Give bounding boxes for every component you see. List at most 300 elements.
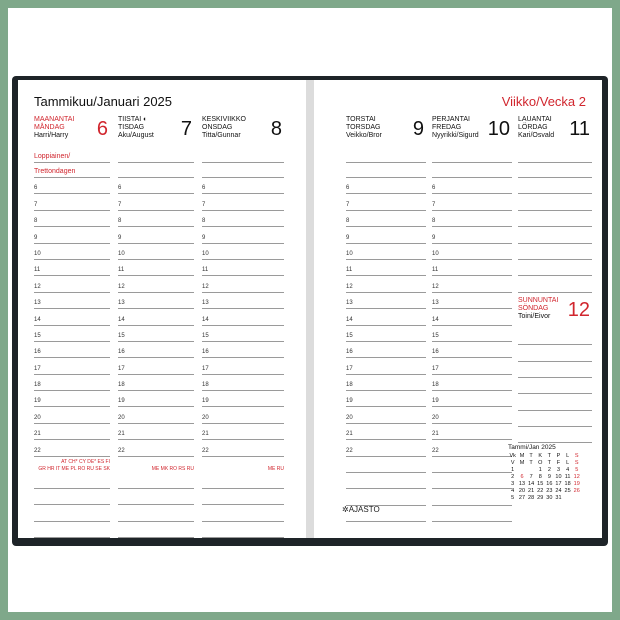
hour-row[interactable] bbox=[432, 194, 512, 210]
holiday-label: Trettondagen bbox=[34, 168, 76, 175]
mini-calendar-cell: 5 bbox=[575, 467, 579, 473]
hour-row[interactable] bbox=[34, 326, 110, 342]
day-header bbox=[34, 116, 110, 148]
blank-row[interactable] bbox=[202, 163, 284, 178]
hour-row[interactable] bbox=[118, 309, 194, 325]
blank-row[interactable] bbox=[518, 329, 592, 345]
hour-label: 11 bbox=[118, 267, 125, 274]
hour-row[interactable] bbox=[202, 375, 284, 391]
hour-row[interactable] bbox=[202, 194, 284, 210]
hour-label: 13 bbox=[432, 300, 439, 307]
hour-label: 21 bbox=[432, 431, 439, 438]
mini-calendar-cell: P bbox=[556, 453, 561, 459]
hour-label: 14 bbox=[432, 316, 439, 323]
hour-row[interactable] bbox=[432, 326, 512, 342]
hour-row[interactable] bbox=[346, 293, 426, 309]
mini-calendar-cell: 15 bbox=[537, 481, 544, 487]
hour-label: 22 bbox=[202, 447, 209, 454]
note-row[interactable] bbox=[202, 505, 284, 521]
hour-label: 18 bbox=[202, 382, 209, 389]
mini-calendar-cell: 9 bbox=[547, 474, 551, 480]
hour-row[interactable] bbox=[432, 293, 512, 309]
hour-row[interactable] bbox=[118, 375, 194, 391]
hour-row[interactable] bbox=[432, 211, 512, 227]
note-row[interactable] bbox=[346, 473, 426, 489]
note-row[interactable] bbox=[432, 506, 512, 522]
mini-calendar-cell: 25 bbox=[564, 488, 571, 494]
month-header: Tammikuu/Januari 2025 bbox=[34, 94, 173, 109]
blank-row[interactable] bbox=[518, 148, 592, 163]
name-day: Titta/Gunnar bbox=[202, 132, 241, 139]
blank-row[interactable] bbox=[118, 163, 194, 178]
hour-label: 17 bbox=[432, 365, 439, 372]
hour-label: 21 bbox=[202, 431, 209, 438]
hour-label: 22 bbox=[346, 447, 353, 454]
hour-label: 17 bbox=[202, 365, 209, 372]
blank-row[interactable] bbox=[518, 411, 592, 427]
hour-row[interactable] bbox=[118, 178, 194, 194]
hour-label: 7 bbox=[34, 201, 38, 208]
hour-label: 13 bbox=[34, 300, 41, 307]
hour-row[interactable] bbox=[346, 342, 426, 358]
hour-row[interactable] bbox=[34, 342, 110, 358]
note-row[interactable] bbox=[432, 457, 512, 473]
planner-cover bbox=[12, 76, 608, 546]
hour-row[interactable] bbox=[346, 178, 426, 194]
hour-row[interactable] bbox=[432, 178, 512, 194]
day-header bbox=[346, 116, 426, 148]
hour-row[interactable] bbox=[118, 391, 194, 407]
hour-label: 19 bbox=[346, 398, 353, 405]
hour-row[interactable] bbox=[202, 227, 284, 243]
hour-row[interactable] bbox=[346, 260, 426, 276]
mini-calendar-head bbox=[508, 453, 581, 460]
hour-row[interactable] bbox=[202, 407, 284, 423]
hour-label: 19 bbox=[432, 398, 439, 405]
hour-label: 7 bbox=[432, 201, 436, 208]
mini-calendar-cell: 4 bbox=[566, 467, 570, 473]
blank-row[interactable] bbox=[518, 163, 592, 178]
hour-row[interactable] bbox=[432, 309, 512, 325]
mini-calendar-cell: T bbox=[547, 460, 552, 466]
note-row[interactable] bbox=[432, 489, 512, 505]
hour-row[interactable] bbox=[34, 260, 110, 276]
hour-label: 9 bbox=[202, 234, 206, 241]
hour-row[interactable] bbox=[34, 309, 110, 325]
hour-label: 11 bbox=[34, 267, 41, 274]
mini-calendar-cell bbox=[517, 467, 526, 474]
day-header bbox=[202, 116, 284, 148]
mini-calendar-cell: 20 bbox=[518, 488, 526, 494]
hour-row[interactable] bbox=[34, 424, 110, 440]
hour-label: 12 bbox=[34, 283, 41, 290]
day-number: 6 bbox=[96, 118, 108, 140]
day-header bbox=[518, 116, 592, 148]
hour-row[interactable] bbox=[432, 424, 512, 440]
hour-label: 17 bbox=[34, 365, 41, 372]
hour-row[interactable] bbox=[118, 424, 194, 440]
hour-row[interactable] bbox=[432, 358, 512, 374]
hour-row[interactable] bbox=[34, 194, 110, 210]
hour-row[interactable] bbox=[432, 244, 512, 260]
hour-label: 16 bbox=[118, 349, 125, 356]
hour-label: 22 bbox=[118, 447, 125, 454]
mini-calendar-cell: 22 bbox=[537, 488, 544, 494]
hour-label: 14 bbox=[118, 316, 125, 323]
hour-row[interactable] bbox=[346, 407, 426, 423]
name-day: Toini/Eivor bbox=[518, 312, 551, 320]
blank-row[interactable] bbox=[518, 178, 592, 194]
note-row[interactable] bbox=[202, 489, 284, 505]
mini-calendar-cell: 14 bbox=[528, 481, 535, 487]
day-name-fi: TORSTAI bbox=[346, 116, 376, 123]
hour-row[interactable] bbox=[118, 342, 194, 358]
hour-label: 15 bbox=[118, 332, 125, 339]
hour-row[interactable] bbox=[202, 244, 284, 260]
hour-row[interactable] bbox=[34, 375, 110, 391]
hour-row[interactable] bbox=[34, 391, 110, 407]
hour-label: 15 bbox=[34, 332, 41, 339]
mini-calendar-cell: V bbox=[510, 460, 515, 466]
mini-calendar-cell: T bbox=[529, 460, 533, 466]
mini-calendar-cell: 16 bbox=[546, 481, 553, 487]
hour-row[interactable] bbox=[432, 260, 512, 276]
mini-calendar-cell: 30 bbox=[546, 495, 553, 501]
hour-label: 8 bbox=[346, 218, 350, 225]
blank-row[interactable] bbox=[518, 211, 592, 227]
name-day: Nyyrikki/Sigurd bbox=[432, 132, 479, 139]
hour-row[interactable] bbox=[118, 440, 194, 456]
name-day: Harri/Harry bbox=[34, 132, 69, 139]
holiday-row bbox=[34, 148, 110, 163]
hour-row[interactable] bbox=[202, 342, 284, 358]
blank-row[interactable] bbox=[202, 148, 284, 163]
day-number: 8 bbox=[270, 118, 282, 140]
blank-row[interactable] bbox=[518, 394, 592, 410]
hour-label: 19 bbox=[118, 398, 125, 405]
blank-row[interactable] bbox=[518, 227, 592, 243]
hour-label: 8 bbox=[34, 218, 38, 225]
mini-calendar-cell: 2 bbox=[511, 474, 515, 480]
hour-label: 14 bbox=[34, 316, 41, 323]
note-row[interactable] bbox=[346, 489, 426, 505]
mini-calendar-title: Tammi/Jan 2025 bbox=[508, 444, 556, 451]
mini-calendar-cell: 26 bbox=[573, 488, 580, 494]
hour-label: 16 bbox=[202, 349, 209, 356]
hour-label: 18 bbox=[432, 382, 439, 389]
hour-label: 14 bbox=[346, 316, 353, 323]
hour-row[interactable] bbox=[346, 194, 426, 210]
hour-label: 13 bbox=[346, 300, 353, 307]
day-number: 12 bbox=[567, 298, 590, 321]
mini-calendar-cell: L bbox=[566, 453, 570, 459]
hour-row[interactable] bbox=[346, 375, 426, 391]
mini-calendar-cell: 5 bbox=[511, 495, 515, 501]
mini-calendar-head bbox=[508, 460, 581, 467]
mini-calendar-week bbox=[508, 488, 581, 495]
hour-row[interactable] bbox=[432, 440, 512, 456]
note-row[interactable] bbox=[34, 522, 110, 538]
hour-rows bbox=[432, 178, 512, 457]
hour-row[interactable] bbox=[34, 244, 110, 260]
hour-label: 20 bbox=[34, 414, 41, 421]
hour-row[interactable] bbox=[202, 440, 284, 456]
hour-row[interactable] bbox=[202, 309, 284, 325]
blank-row[interactable] bbox=[518, 362, 592, 378]
hour-row[interactable] bbox=[432, 391, 512, 407]
mini-calendar-cell: M bbox=[519, 460, 525, 466]
hour-label: 19 bbox=[34, 398, 41, 405]
hour-label: 13 bbox=[118, 300, 125, 307]
blank-row[interactable] bbox=[432, 163, 512, 178]
mini-calendar-cell: S bbox=[574, 460, 579, 466]
note-row[interactable] bbox=[118, 522, 194, 538]
day-column-friday bbox=[432, 116, 512, 522]
mini-calendar-cell: Vk bbox=[509, 453, 516, 459]
hour-label: 6 bbox=[346, 185, 350, 192]
name-day: Veikko/Bror bbox=[346, 132, 382, 139]
mini-calendar-cell: 4 bbox=[511, 488, 515, 494]
hour-label: 21 bbox=[346, 431, 353, 438]
blank-row[interactable] bbox=[518, 194, 592, 210]
hour-row[interactable] bbox=[346, 391, 426, 407]
hour-label: 22 bbox=[432, 447, 439, 454]
blank-row[interactable] bbox=[518, 260, 592, 276]
hour-row[interactable] bbox=[346, 358, 426, 374]
hour-row[interactable] bbox=[432, 227, 512, 243]
hour-label: 8 bbox=[202, 218, 206, 225]
hour-row[interactable] bbox=[202, 391, 284, 407]
day-header-sunday bbox=[518, 297, 592, 329]
note-row[interactable] bbox=[118, 489, 194, 505]
hour-label: 6 bbox=[432, 185, 436, 192]
note-row[interactable] bbox=[202, 522, 284, 538]
blank-row[interactable] bbox=[346, 163, 426, 178]
hour-label: 21 bbox=[118, 431, 125, 438]
hour-row[interactable] bbox=[118, 326, 194, 342]
mini-calendar-cell: 1 bbox=[511, 467, 515, 473]
left-page bbox=[18, 80, 306, 538]
hour-row[interactable] bbox=[202, 211, 284, 227]
hour-row[interactable] bbox=[118, 244, 194, 260]
mini-calendar-week bbox=[508, 467, 581, 474]
mini-calendar-cell: 6 bbox=[520, 474, 524, 480]
hour-row[interactable] bbox=[34, 227, 110, 243]
blank-row[interactable] bbox=[518, 276, 592, 292]
hour-label: 12 bbox=[346, 283, 353, 290]
day-header bbox=[118, 116, 194, 148]
day-name-sv: FREDAG bbox=[432, 124, 462, 131]
blank-row[interactable] bbox=[518, 345, 592, 361]
hour-label: 17 bbox=[346, 365, 353, 372]
hour-row[interactable] bbox=[346, 440, 426, 456]
hour-row[interactable] bbox=[202, 276, 284, 292]
hour-row[interactable] bbox=[202, 260, 284, 276]
hour-row[interactable] bbox=[346, 424, 426, 440]
hour-row[interactable] bbox=[34, 407, 110, 423]
name-day: Kari/Osvald bbox=[518, 132, 555, 139]
mini-calendar-cell: F bbox=[556, 460, 561, 466]
mini-calendar-cell: 3 bbox=[556, 467, 561, 473]
hour-row[interactable] bbox=[34, 276, 110, 292]
note-row[interactable] bbox=[346, 457, 426, 473]
mini-calendar-cell bbox=[572, 495, 581, 502]
day-name-sv: LÖRDAG bbox=[518, 124, 548, 131]
hour-label: 11 bbox=[202, 267, 209, 274]
note-row[interactable] bbox=[34, 505, 110, 521]
day-column-tuesday bbox=[118, 116, 194, 538]
day-name-sv: TISDAG bbox=[118, 124, 145, 131]
day-name-fi: TIISTAI ◐ bbox=[118, 116, 148, 123]
hour-row[interactable] bbox=[34, 293, 110, 309]
hour-label: 8 bbox=[118, 218, 122, 225]
mini-calendar-table bbox=[508, 453, 581, 502]
country-codes: ME RU bbox=[267, 465, 284, 472]
hour-row[interactable] bbox=[346, 227, 426, 243]
hour-row[interactable] bbox=[202, 358, 284, 374]
mini-calendar-week bbox=[508, 474, 581, 481]
mini-calendar-cell: 17 bbox=[555, 481, 562, 487]
hour-label: 10 bbox=[432, 250, 439, 257]
mini-calendar-cell: 7 bbox=[529, 474, 533, 480]
ajasto-logo: ✲AJASTO bbox=[342, 505, 380, 514]
hour-label: 10 bbox=[202, 250, 209, 257]
hour-row[interactable] bbox=[34, 358, 110, 374]
note-row[interactable] bbox=[118, 473, 194, 489]
hour-label: 9 bbox=[118, 234, 122, 241]
hour-label: 6 bbox=[118, 185, 122, 192]
hour-row[interactable] bbox=[202, 293, 284, 309]
hour-label: 15 bbox=[346, 332, 353, 339]
mini-calendar-cell: T bbox=[547, 453, 552, 459]
hour-row[interactable] bbox=[118, 211, 194, 227]
day-name-fi: KESKIVIIKKO bbox=[202, 116, 246, 123]
hour-row[interactable] bbox=[432, 375, 512, 391]
hour-label: 20 bbox=[118, 414, 125, 421]
day-name-sv: TORSDAG bbox=[346, 124, 381, 131]
hour-row[interactable] bbox=[118, 358, 194, 374]
hour-label: 7 bbox=[346, 201, 350, 208]
hour-label: 9 bbox=[346, 234, 350, 241]
blank-row[interactable] bbox=[518, 244, 592, 260]
hour-row[interactable] bbox=[346, 244, 426, 260]
mini-calendar-cell: 11 bbox=[564, 474, 571, 480]
day-number: 9 bbox=[412, 118, 424, 140]
day-header bbox=[432, 116, 512, 148]
week-header: Viikko/Vecka 2 bbox=[501, 94, 586, 109]
hour-label: 8 bbox=[432, 218, 436, 225]
mini-calendar-cell: 27 bbox=[518, 495, 526, 501]
hour-row[interactable] bbox=[432, 407, 512, 423]
hour-row[interactable] bbox=[118, 293, 194, 309]
blank-row[interactable] bbox=[118, 148, 194, 163]
hour-row[interactable] bbox=[118, 194, 194, 210]
hour-row[interactable] bbox=[346, 211, 426, 227]
day-name-sv: SÖNDAG bbox=[518, 304, 549, 312]
day-name-sv: ONSDAG bbox=[202, 124, 233, 131]
hour-label: 6 bbox=[34, 185, 38, 192]
blank-row[interactable] bbox=[518, 378, 592, 394]
hour-row[interactable] bbox=[34, 178, 110, 194]
day-name-fi: PERJANTAI bbox=[432, 116, 470, 123]
hour-label: 20 bbox=[346, 414, 353, 421]
mini-calendar-cell: 19 bbox=[573, 481, 580, 487]
note-row[interactable] bbox=[202, 473, 284, 489]
hour-label: 16 bbox=[34, 349, 41, 356]
hour-row[interactable] bbox=[118, 276, 194, 292]
hour-row[interactable] bbox=[34, 211, 110, 227]
country-codes: AT CH* CY DE* ES FI GR HR IT ME PL RO RU SE SK bbox=[38, 458, 110, 472]
mini-calendar-cell: 24 bbox=[555, 488, 562, 494]
day-name-fi: MAANANTAI bbox=[34, 116, 75, 123]
mini-calendar-cell: 10 bbox=[555, 474, 562, 480]
mini-calendar-cell bbox=[527, 467, 536, 474]
hour-label: 13 bbox=[202, 300, 209, 307]
day-name-sv: MÅNDAG bbox=[34, 124, 65, 131]
blank-row[interactable] bbox=[432, 148, 512, 163]
blank-row[interactable] bbox=[518, 427, 592, 443]
hour-row[interactable] bbox=[118, 227, 194, 243]
hour-label: 18 bbox=[346, 382, 353, 389]
mini-calendar-cell: L bbox=[566, 460, 570, 466]
hour-row[interactable] bbox=[118, 407, 194, 423]
hour-label: 15 bbox=[432, 332, 439, 339]
mini-calendar-cell: 23 bbox=[546, 488, 553, 494]
day-column-weekend bbox=[518, 116, 592, 443]
mini-calendar-cell bbox=[563, 495, 572, 502]
hour-label: 9 bbox=[432, 234, 436, 241]
hour-label: 7 bbox=[118, 201, 122, 208]
mini-calendar-cell: M bbox=[519, 453, 525, 459]
mini-calendar bbox=[508, 444, 590, 502]
hour-label: 22 bbox=[34, 447, 41, 454]
mini-calendar-cell: 29 bbox=[537, 495, 544, 501]
hour-row[interactable] bbox=[118, 260, 194, 276]
hour-row[interactable] bbox=[346, 326, 426, 342]
hour-label: 10 bbox=[346, 250, 353, 257]
hour-rows bbox=[202, 178, 284, 457]
mini-calendar-cell: 12 bbox=[573, 474, 580, 480]
hour-label: 17 bbox=[118, 365, 125, 372]
note-row[interactable] bbox=[34, 489, 110, 505]
mini-calendar-cell: K bbox=[538, 453, 543, 459]
hour-rows bbox=[34, 178, 110, 457]
mini-calendar-cell: 2 bbox=[547, 467, 551, 473]
hour-row[interactable] bbox=[202, 326, 284, 342]
name-day: Aku/August bbox=[118, 132, 154, 139]
hour-row[interactable] bbox=[346, 276, 426, 292]
blank-row[interactable] bbox=[346, 148, 426, 163]
mini-calendar-cell: T bbox=[529, 453, 533, 459]
mini-calendar-cell: 31 bbox=[555, 495, 562, 501]
hour-row[interactable] bbox=[432, 342, 512, 358]
hour-row[interactable] bbox=[202, 178, 284, 194]
holiday-label: Loppiainen/ bbox=[34, 153, 71, 160]
hour-rows bbox=[346, 178, 426, 457]
hour-row[interactable] bbox=[202, 424, 284, 440]
hour-label: 18 bbox=[118, 382, 125, 389]
note-row[interactable] bbox=[432, 473, 512, 489]
hour-row[interactable] bbox=[346, 309, 426, 325]
note-row[interactable] bbox=[118, 505, 194, 521]
hour-label: 12 bbox=[432, 283, 439, 290]
hour-label: 20 bbox=[202, 414, 209, 421]
hour-row[interactable] bbox=[432, 276, 512, 292]
note-row[interactable] bbox=[34, 473, 110, 489]
mini-calendar-cell: 13 bbox=[518, 481, 526, 487]
hour-row[interactable] bbox=[34, 440, 110, 456]
hour-label: 9 bbox=[34, 234, 38, 241]
